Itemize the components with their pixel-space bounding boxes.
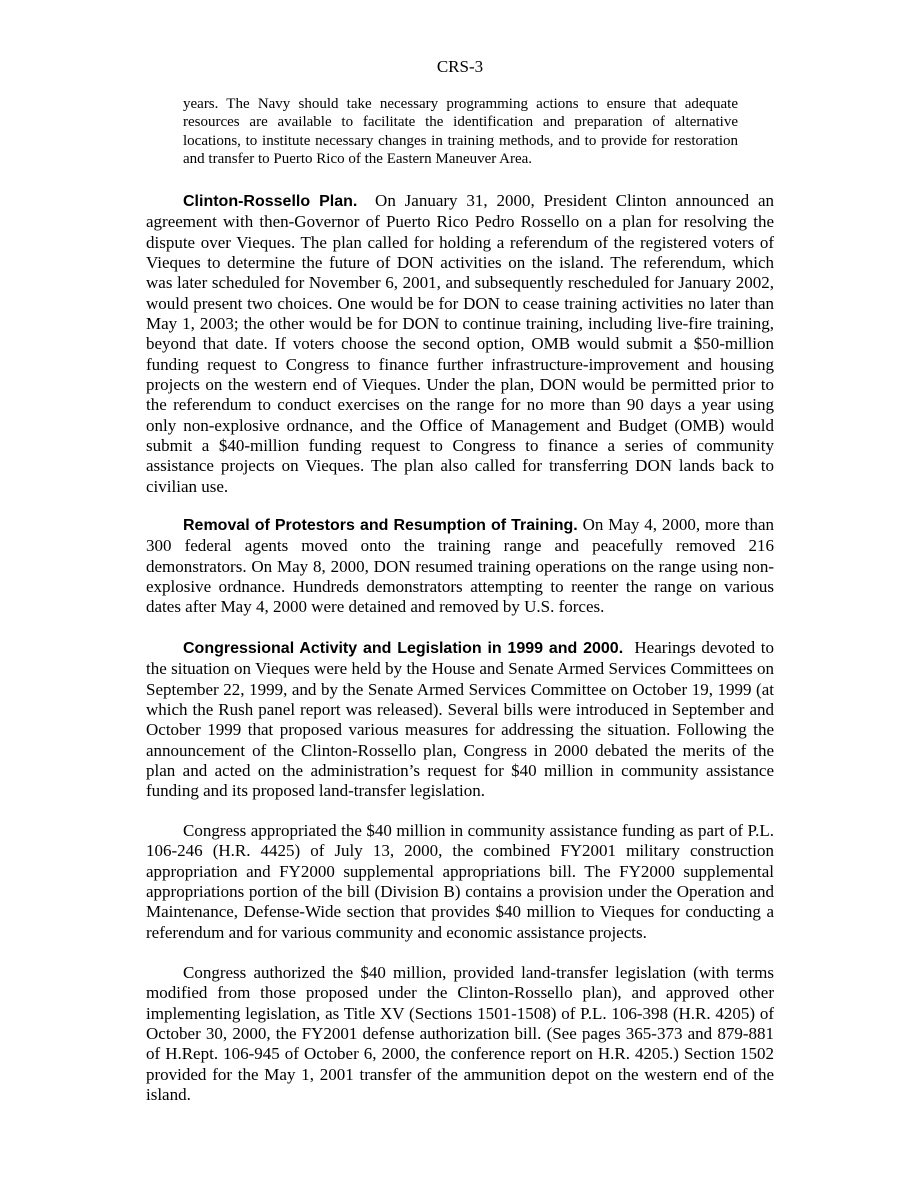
section-body: On May 4, 2000, more than 300 federal agents moved onto the training range and peacefully removed 216 demonstrators. On May 8, 2000, DON resumed training operations on the range using non-explosive ordnance. Hundreds demonstrators attempting to reenter the range on various dates after May 4, 2000 were detained and removed by U.S. forces. — [146, 515, 775, 617]
section-body: Congress authorized the $40 million, provided land-transfer legislation (with terms modified from those proposed under the Clinton-Rossello plan), and approved other implementing legislation, as Title XV (Sections 1501-1508) of P.L. 106-398 (H.R. 4205) of October 30, 2000, the FY2001 defense authorization bill. (See pages 365-373 and 879-881 of H.Rept. 106-945 of October 6, 2000, the conference report on H.R. 4205.) Section 1502 provided for the May 1, 2001 transfer of the ammunition depot on the western end of the island. — [146, 963, 774, 1105]
section-heading: Removal of Protestors and Resumption of Training. — [183, 517, 578, 534]
section-body: On January 31, 2000, President Clinton announced an agreement with then-Governor of Puerto Rico Pedro Rossello on a plan for resolving the dispute over Vieques. The plan called for holding a referendum of the registered voters of Vieques to determine the future of DON activities on the island. The referendum, which was later scheduled for November 6, 2001, and subsequently rescheduled for January 2002, would present two choices. One would be for DON to cease training activities no later than May 1, 2003; the other would be for DON to continue training, including live-fire training, beyond that date. If voters choose the second option, OMB would submit a $50-million funding request to Congress to finance further infrastructure-improvement and housing projects on the western end of Vieques. Under the plan, DON would be permitted prior to the referendum to conduct exercises on the range for no more than 90 days a year using only non-explosive ordnance, and the Office of Management and Budget (OMB) would submit a $40-million funding request to Congress to finance a series of community assistance projects on Vieques. The plan also called for transferring DON lands back to civilian use. — [146, 191, 774, 496]
section-body: Hearings devoted to the situation on Vieques were held by the House and Senate Armed Services Committees on September 22, 1999, and by the Senate Armed Services Committee on October 19, 1999 (at which the Rush panel report was released). Several bills were introduced in September and October 1999 that proposed various measures for addressing the situation. Following the announcement of the Clinton-Rossello plan, Congress in 2000 debated the merits of the plan and acted on the administration’s request for $40 million in community assistance funding and its proposed land-transfer legislation. — [146, 638, 774, 801]
block-quote: years. The Navy should take necessary programming actions to ensure that adequate resources are available to facilitate the identification and preparation of alternative locations, to institute necessary changes in training methods, and to provide for restoration and transfer to Puerto Rico of the Eastern Maneuver Area. — [183, 96, 738, 168]
section-removal-of-protestors — [146, 515, 774, 618]
section-body: Congress appropriated the $40 million in community assistance funding as part of P.L. 106-246 (H.R. 4425) of July 13, 2000, the combined FY2001 military construction appropriation and FY2000 supplemental appropriations bill. The FY2000 supplemental appropriations portion of the bill (Division B) contains a provision under the Operation and Maintenance, Defense-Wide section that provides $40 million to Vieques for conducting a referendum and for various community and economic assistance projects. — [146, 821, 774, 942]
page-number: CRS-3 — [436, 57, 484, 76]
section-clinton-rossello-plan — [146, 191, 774, 497]
section-congressional-activity — [146, 638, 774, 802]
section-heading: Clinton-Rossello Plan. — [183, 193, 358, 210]
section-authorization-paragraph — [146, 963, 774, 1105]
section-heading: Congressional Activity and Legislation in 1999 and 2000. — [183, 640, 624, 657]
section-appropriation-paragraph — [146, 821, 774, 943]
